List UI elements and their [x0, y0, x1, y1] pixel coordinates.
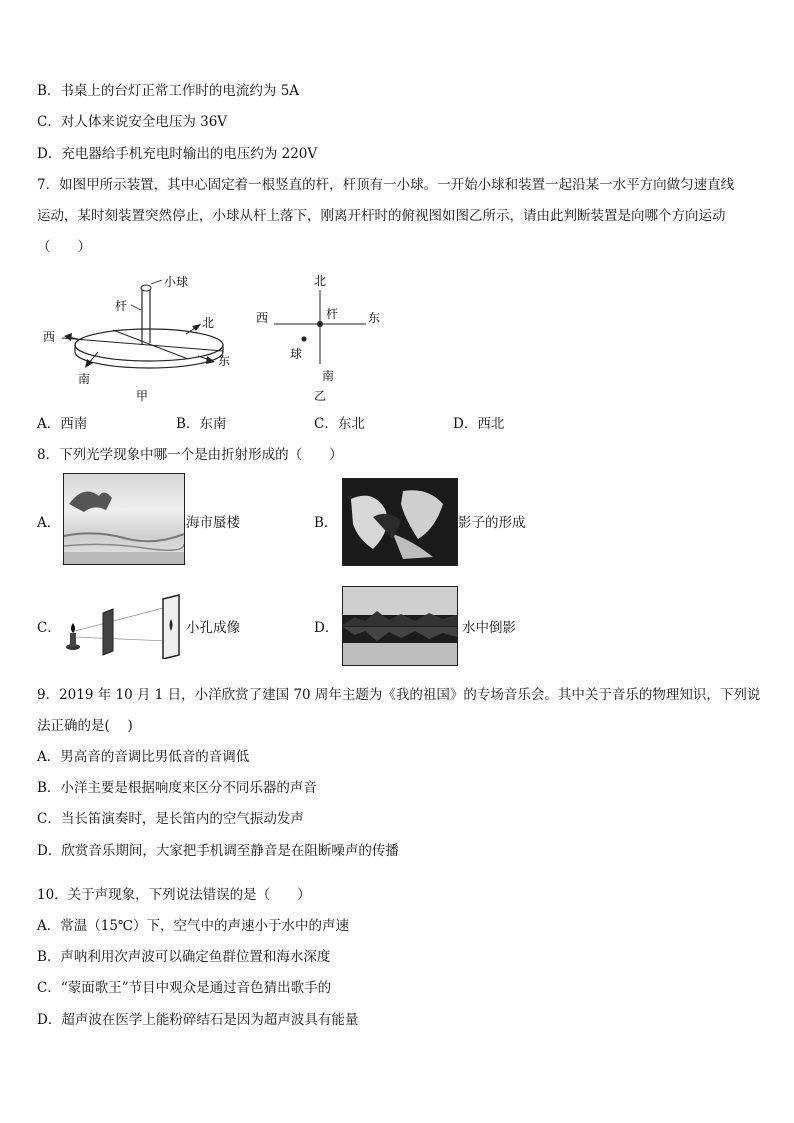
fig-jia-north-label: 北 — [202, 316, 215, 330]
fig-yi-east-label: 东 — [368, 311, 381, 325]
q8-option-b-letter: B． — [314, 515, 338, 531]
fig-jia-rod-label: 杆 — [115, 299, 128, 313]
q8-option-c-letter: C． — [37, 620, 61, 636]
fig-yi-north-label: 北 — [314, 274, 327, 288]
fig-jia-south-label: 南 — [78, 372, 91, 386]
q9-stem-line1: 9．2019 年 10 月 1 日，小洋欣赏了建国 70 周年主题为《我的祖国》的专场音乐会。其中关于音乐的物理知识，下列说 — [37, 687, 761, 703]
q7-option-b: B．东南 — [176, 416, 227, 432]
q6-option-d: D．充电器给手机充电时输出的电压约为 220V — [37, 146, 318, 162]
fig-jia-caption: 甲 — [136, 389, 149, 403]
fig-yi-rod-label: 杆 — [326, 307, 339, 321]
q8-option-d-letter: D． — [314, 620, 339, 636]
q10-option-b: B．声呐利用次声波可以确定鱼群位置和海水深度 — [37, 949, 331, 965]
reflection-image — [342, 586, 458, 666]
q8-option-a-letter: A． — [37, 515, 61, 531]
q9-option-d: D．欣赏音乐期间，大家把手机调至静音是在阻断噪声的传播 — [37, 843, 399, 859]
shadow-image — [342, 478, 458, 566]
fig-yi-west-label: 西 — [256, 311, 269, 325]
q9-option-c: C．当长笛演奏时，是长笛内的空气振动发声 — [37, 811, 304, 827]
q8-option-d-label: 水中倒影 — [462, 620, 516, 636]
fig-yi-south-label: 南 — [322, 369, 335, 383]
fig-yi-ball-label: 球 — [290, 347, 303, 361]
fig-yi-caption: 乙 — [314, 389, 327, 403]
pinhole-image — [63, 593, 187, 659]
q7-stem-line1: 7．如图甲所示装置，其中心固定着一根竖直的杆，杆顶有一小球。一开始小球和装置一起沿某一水平方向做匀速直线 — [37, 177, 735, 193]
q7-option-a: A．西南 — [37, 416, 88, 432]
fig-jia-west-label: 西 — [43, 330, 56, 344]
fig-jia-east-label: 东 — [218, 354, 231, 368]
q7-option-d: D．西北 — [453, 416, 505, 432]
q7-stem-line2: 运动，某时刻装置突然停止，小球从杆上落下，刚离开杆时的俯视图如图乙所示，请由此判断装置是向哪个方向运动 — [37, 208, 726, 224]
q8-option-a-label: 海市蜃楼 — [186, 515, 240, 531]
q6-option-c: C．对人体来说安全电压为 36V — [37, 114, 228, 130]
fig-jia-ball-label: 小球 — [164, 275, 189, 289]
q10-option-c: C．“蒙面歌王”节目中观众是通过音色猜出歌手的 — [37, 980, 332, 996]
figure-jia — [38, 270, 248, 405]
mirage-image — [63, 473, 185, 565]
q8-option-c-label: 小孔成像 — [186, 620, 240, 636]
q9-option-a: A．男高音的音调比男低音的音调低 — [37, 749, 250, 765]
q10-option-d: D．超声波在医学上能粉碎结石是因为超声波具有能量 — [37, 1012, 359, 1028]
q9-option-b: B．小洋主要是根据响度来区分不同乐器的声音 — [37, 780, 317, 796]
q10-stem: 10．关于声现象，下列说法错误的是（ ） — [37, 887, 311, 903]
q10-option-a: A．常温（15℃）下，空气中的声速小于水中的声速 — [37, 918, 350, 934]
q8-stem: 8．下列光学现象中哪一个是由折射形成的（ ） — [37, 447, 343, 463]
figure-yi — [252, 270, 392, 405]
q7-option-c: C．东北 — [314, 416, 365, 432]
q9-stem-line2: 法正确的是( ) — [37, 718, 133, 734]
q7-stem-line3: （ ） — [37, 239, 91, 255]
q6-option-b: B．书桌上的台灯正常工作时的电流约为 5A — [37, 83, 300, 99]
q8-option-b-label: 影子的形成 — [458, 515, 526, 531]
